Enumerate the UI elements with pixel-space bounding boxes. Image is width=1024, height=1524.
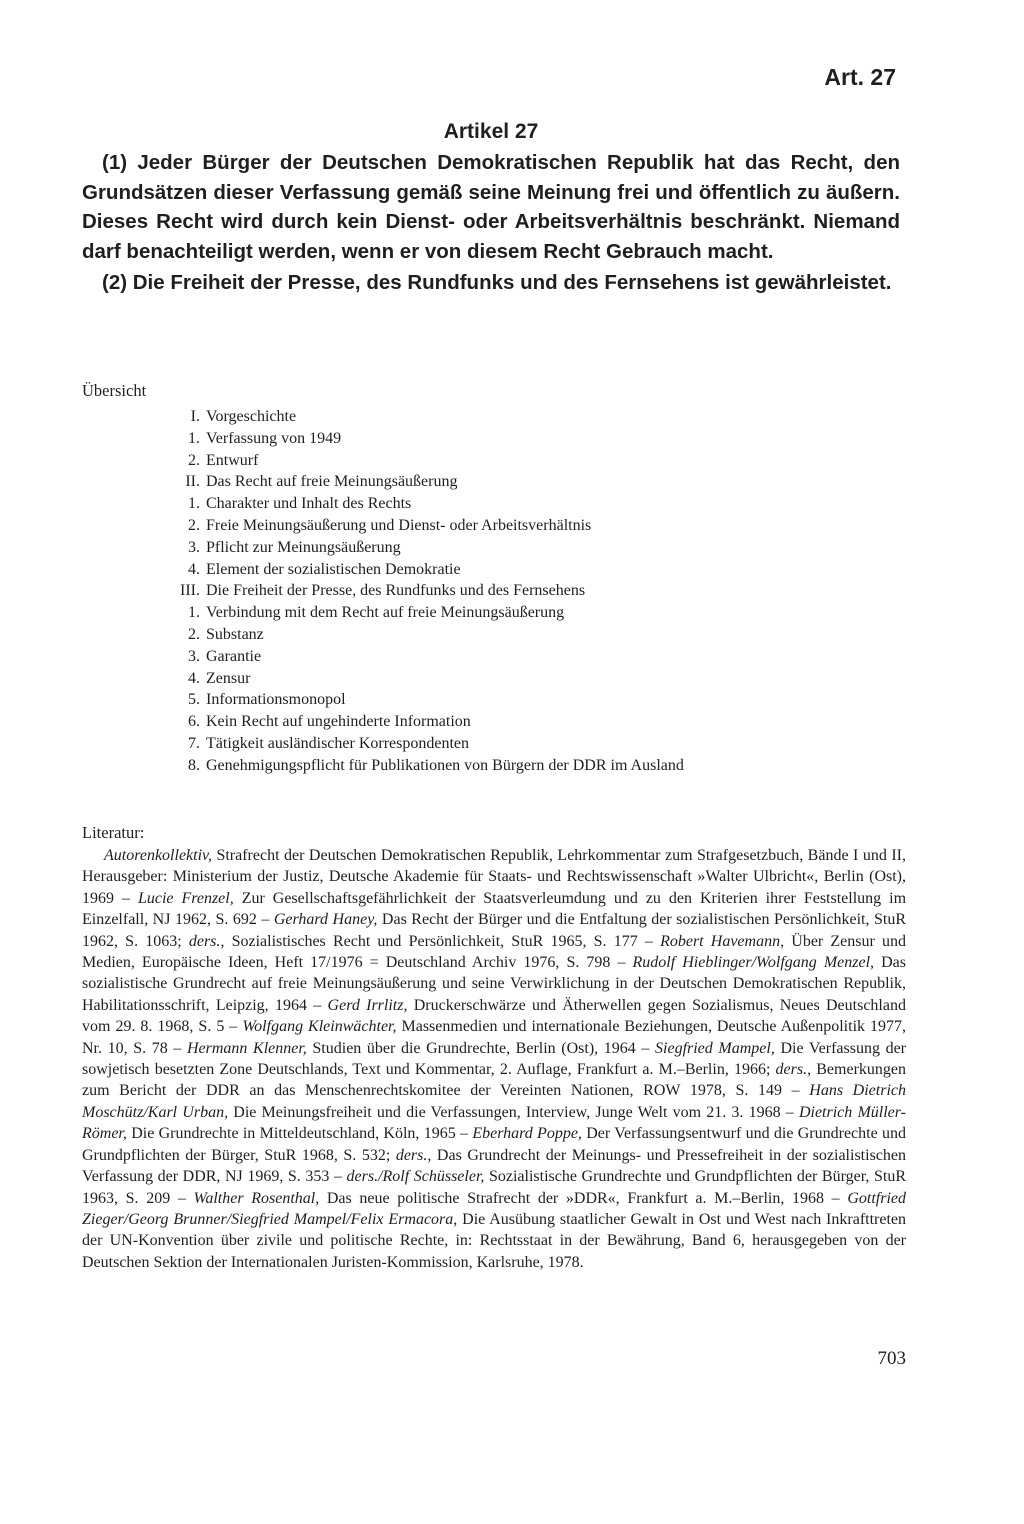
literature-author: Rudolf Hieblinger/Wolfgang Menzel, bbox=[632, 954, 875, 972]
literature-reference: Das sozialistische Grundrecht auf freie Meinungsäußerung und seine Verwirklichung in der Deutschen Demokratischen Republik, Habilitationsschrift, Leipzig, 1964 – bbox=[82, 954, 906, 1014]
toc-item-number: 1. bbox=[188, 429, 200, 447]
toc-item-number: 1. bbox=[188, 604, 200, 622]
toc-item-number: 2. bbox=[188, 516, 200, 534]
literature-entry bbox=[187, 1040, 655, 1057]
overview-section bbox=[82, 380, 902, 777]
toc-item-label: Substanz bbox=[206, 625, 264, 643]
literature-author: ders., bbox=[395, 1146, 432, 1164]
literature-reference: Das Grundrecht der Meinungs- und Pressefreiheit in der sozialistischen Verfassung der DDR, NJ 1969, S. 353 – bbox=[82, 1146, 906, 1186]
literature-reference: Druckerschwärze und Ätherwellen gegen Sozialismus, Neues Deutschland vom 29. 8. 1968, S. 5 – bbox=[82, 996, 906, 1036]
toc-item bbox=[82, 646, 902, 668]
literature-title: Literatur: bbox=[82, 823, 145, 842]
toc-item-number: 2. bbox=[188, 625, 200, 643]
literature-reference: Zur Gesellschaftsgefährlichkeit der Staatsverleumdung und zu den Kriterien ihrer Feststellung im Einzelfall, NJ 1962, S. 692 – bbox=[82, 889, 907, 929]
toc-item-label: Verfassung von 1949 bbox=[206, 429, 342, 447]
toc-item-label: Informationsmonopol bbox=[206, 691, 346, 709]
toc-item-number: I. bbox=[190, 408, 200, 425]
toc-item-label: Element der sozialistischen Demokratie bbox=[206, 560, 461, 578]
literature-author: ders., bbox=[188, 932, 225, 950]
toc-item-number: 3. bbox=[188, 647, 200, 665]
toc-item bbox=[82, 515, 902, 537]
literature-author: Robert Havemann, bbox=[660, 932, 785, 950]
toc-item-label: Freie Meinungsäußerung und Dienst- oder Arbeitsverhältnis bbox=[206, 516, 592, 534]
toc-item-label: Das Recht auf freie Meinungsäußerung bbox=[206, 473, 458, 491]
toc-item-number: II. bbox=[185, 473, 200, 491]
overview-title: Übersicht bbox=[82, 381, 147, 400]
toc-item-label: Pflicht zur Meinungsäußerung bbox=[206, 538, 401, 556]
literature-author: Wolfgang Kleinwächter, bbox=[242, 1018, 397, 1036]
toc-item bbox=[82, 559, 902, 581]
article-title: Artikel 27 bbox=[443, 120, 539, 143]
article-text bbox=[82, 118, 900, 298]
toc-item bbox=[82, 602, 902, 624]
literature-author: ders., bbox=[775, 1061, 812, 1079]
toc-item bbox=[82, 733, 902, 755]
toc-item-number: III. bbox=[180, 582, 200, 600]
table-of-contents bbox=[82, 406, 902, 777]
toc-item-number: 2. bbox=[188, 451, 200, 469]
literature-reference: Der Verfassungsentwurf und die Grundrechte und Grundpflichten der Bürger, StuR 1968, S. 532; bbox=[82, 1125, 906, 1164]
toc-item bbox=[82, 406, 902, 428]
toc-item-number: 1. bbox=[188, 495, 200, 513]
literature-reference: Strafrecht der Deutschen Demokratischen Republik, Lehrkommentar zum Strafgesetzbuch, Bände I und II, Herausgeber: Ministerium der Justiz, Deutsche Akademie für Staats- und Rechtswissenschaft »Walter Ulbricht«, Berlin (Ost), 1969 – bbox=[82, 847, 906, 907]
literature-author: Eberhard Poppe, bbox=[472, 1125, 582, 1143]
literature-reference: Sozialistische Grundrechte und Grundpflichten der Bürger, StuR 1963, S. 209 – bbox=[82, 1168, 907, 1207]
literature-reference: Die Meinungsfreiheit und die Verfassungen, Interview, Junge Welt vom 21. 3. 1968 – bbox=[228, 1103, 799, 1121]
literature-author: Hans Dietrich Moschütz/Karl Urban, bbox=[82, 1082, 906, 1121]
page-number: 703 bbox=[877, 1348, 906, 1369]
literature-reference: Das Recht der Bürger und die Entfaltung der sozialistischen Persönlichkeit, StuR 1962, S. 1063; bbox=[82, 911, 906, 950]
toc-item-label: Zensur bbox=[206, 669, 251, 687]
toc-item bbox=[82, 493, 902, 515]
toc-item bbox=[82, 755, 902, 777]
toc-item-number: 4. bbox=[188, 560, 200, 578]
toc-item bbox=[82, 668, 902, 690]
literature-reference: Über Zensur und Medien, Europäische Ideen, Heft 17/1976 = Deutschland Archiv 1976, S. 798 – bbox=[82, 932, 907, 972]
literature-reference: Die Verfassung der sowjetisch besetzten Zone Deutschlands, Text und Kommentar, 2. Auflage, Frankfurt a. M.–Berlin, 1966; bbox=[82, 1039, 906, 1079]
article-paragraph-1: (1) Jeder Bürger der Deutschen Demokratischen Republik hat das Recht, den Grundsätzen dieser Verfassung gemäß seine Meinung frei und öffentlich zu äußern. Dieses Recht wird durch kein Dienst- oder Arbeitsverhältnis beschränkt. Niemand darf benachteiligt werden, wenn er von diesem Recht Gebrauch macht. bbox=[82, 151, 900, 263]
toc-item bbox=[82, 471, 902, 493]
literature-author: Lucie Frenzel, bbox=[137, 889, 234, 907]
literature-author: Gerd Irrlitz, bbox=[327, 996, 408, 1014]
literature-reference: Die Grundrechte in Mitteldeutschland, Köln, 1965 – bbox=[126, 1125, 473, 1143]
literature-reference: Das neue politische Strafrecht der »DDR«, Frankfurt a. M.–Berlin, 1968 – bbox=[319, 1189, 848, 1207]
toc-item bbox=[82, 624, 902, 646]
literature-author: ders./Rolf Schüsseler, bbox=[346, 1168, 485, 1186]
toc-item-label: Vorgeschichte bbox=[206, 408, 297, 425]
toc-item bbox=[82, 450, 902, 472]
running-head: Art. 27 bbox=[824, 64, 896, 90]
literature-entry bbox=[189, 933, 660, 950]
literature-author: Walther Rosenthal, bbox=[193, 1189, 320, 1207]
toc-item-label: Garantie bbox=[206, 647, 262, 665]
literature-reference: Massenmedien und internationale Beziehungen, Deutsche Außenpolitik 1977, Nr. 10, S. 78 – bbox=[82, 1018, 907, 1057]
literature-author: Gerhard Haney, bbox=[273, 911, 378, 929]
toc-item-label: Kein Recht auf ungehinderte Information bbox=[206, 713, 471, 731]
toc-item-label: Entwurf bbox=[206, 451, 259, 469]
literature-section bbox=[82, 822, 906, 1273]
article-paragraph-2: (2) Die Freiheit der Presse, des Rundfunks und des Fernsehens ist gewährleistet. bbox=[102, 271, 892, 294]
toc-item-number: 3. bbox=[188, 538, 200, 556]
literature-author: Hermann Klenner, bbox=[186, 1039, 307, 1057]
literature-reference: Studien über die Grundrechte, Berlin (Ost), 1964 – bbox=[306, 1039, 656, 1057]
literature-reference: Die Ausübung staatlicher Gewalt in Ost und West nach Inkrafttreten der UN-Konvention über zivile und politische Rechte, in: Rechtsstaat in der Bewährung, Band 6, herausgegeben von der Deutschen Sektion der Internationalen Juristen-Kommission, Karlsruhe, 1978. bbox=[82, 1210, 907, 1271]
toc-item-number: 4. bbox=[188, 669, 200, 687]
toc-item-label: Verbindung mit dem Recht auf freie Meinungsäußerung bbox=[206, 604, 565, 622]
toc-item-number: 8. bbox=[188, 756, 200, 774]
toc-item bbox=[82, 689, 902, 711]
toc-item-label: Tätigkeit ausländischer Korrespondenten bbox=[206, 734, 470, 752]
toc-item-number: 5. bbox=[188, 691, 200, 709]
literature-reference: Bemerkungen zum Bericht der DDR an das Menschenrechtskomitee der Vereinten Nationen, ROW 1978, S. 149 – bbox=[82, 1061, 907, 1100]
toc-item bbox=[82, 711, 902, 733]
toc-item-label: Genehmigungspflicht für Publikationen von Bürgern der DDR im Ausland bbox=[206, 756, 684, 774]
toc-item-label: Die Freiheit der Presse, des Rundfunks und des Fernsehens bbox=[206, 582, 586, 600]
literature-author: Dietrich Müller-Römer, bbox=[82, 1103, 907, 1143]
toc-item bbox=[82, 428, 902, 450]
toc-item bbox=[82, 537, 902, 559]
toc-item-number: 6. bbox=[188, 713, 200, 731]
literature-author: Siegfried Mampel, bbox=[655, 1039, 775, 1057]
literature-author: Gottfried Zieger/Georg Brunner/Siegfried Mampel/Felix Ermacora, bbox=[82, 1189, 906, 1228]
literature-body bbox=[82, 845, 906, 1273]
toc-item-label: Charakter und Inhalt des Rechts bbox=[206, 495, 412, 513]
literature-author: Autorenkollektiv, bbox=[104, 847, 212, 864]
toc-item bbox=[82, 580, 902, 602]
literature-entry bbox=[194, 1190, 848, 1207]
toc-item-number: 7. bbox=[188, 734, 200, 752]
literature-reference: Sozialistisches Recht und Persönlichkeit, StuR 1965, S. 177 – bbox=[224, 932, 661, 950]
